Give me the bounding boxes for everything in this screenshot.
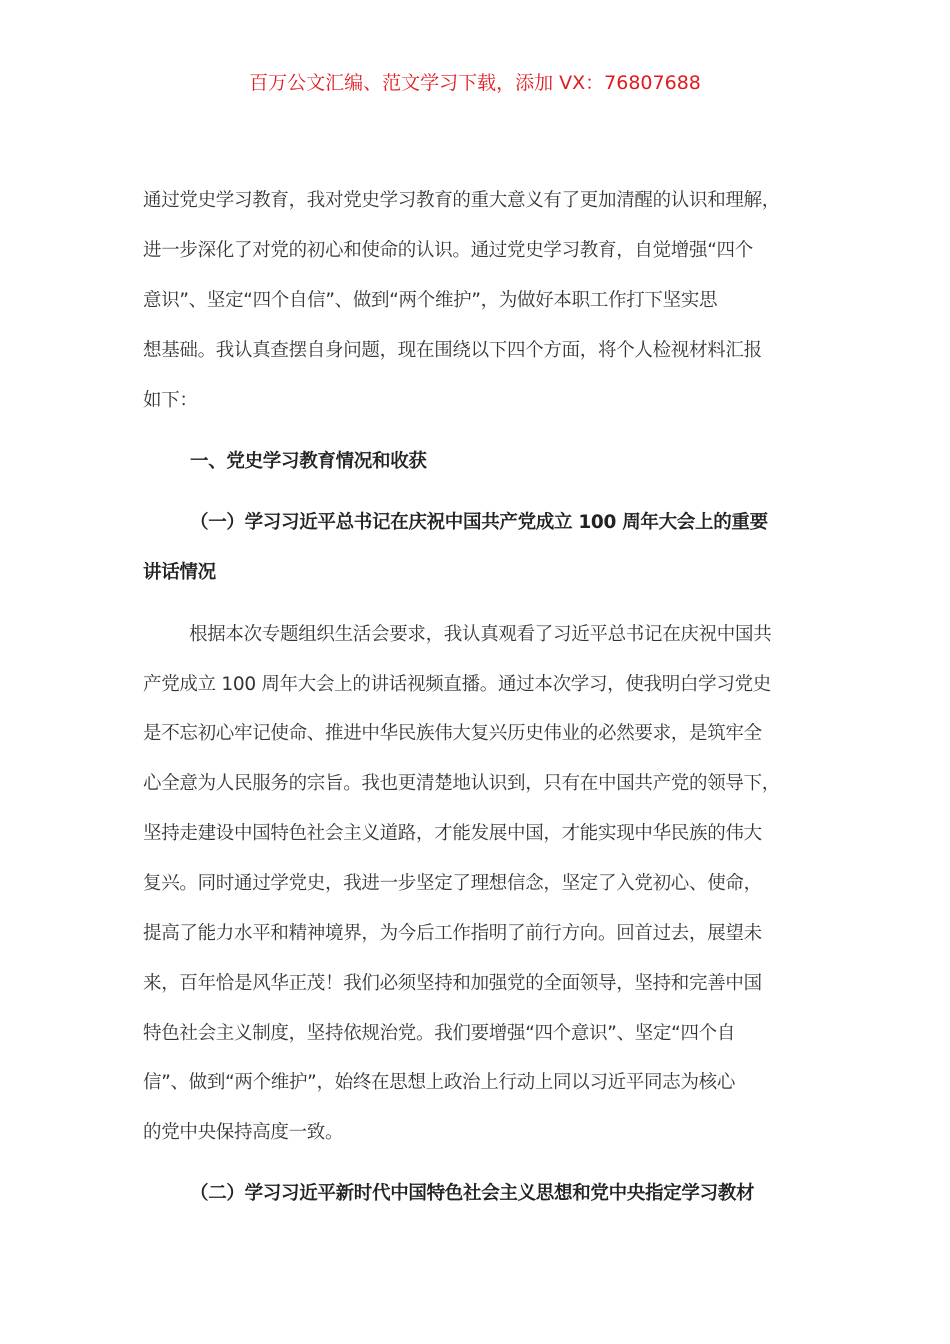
- paragraph-line: 产党成立 100 周年大会上的讲话视频直播。通过本次学习，使我明白学习党史: [143, 674, 771, 695]
- paragraph-line: 复兴。同时通过学党史，我进一步坚定了理想信念，坚定了入党初心、使命，: [143, 873, 762, 894]
- paragraph-line: 是不忘初心牢记使命、推进中华民族伟大复兴历史伟业的必然要求，是筑牢全: [143, 723, 762, 744]
- subsection-heading: （二）学习习近平新时代中国特色社会主义思想和党中央指定学习教材: [190, 1183, 755, 1204]
- section-heading: 一、党史学习教育情况和收获: [190, 451, 427, 472]
- paragraph-line: 根据本次专题组织生活会要求，我认真观看了习近平总书记在庆祝中国共: [189, 624, 772, 645]
- paragraph-line: 来，百年恰是风华正茂！我们必须坚持和加强党的全面领导，坚持和完善中国: [143, 973, 762, 994]
- paragraph-line: 意识”、坚定“四个自信”、做到“两个维护”，为做好本职工作打下坚实思: [143, 290, 718, 311]
- paragraph-line: 如下：: [143, 390, 198, 411]
- paragraph-line: 心全意为人民服务的宗旨。我也更清楚地认识到，只有在中国共产党的领导下，: [143, 773, 781, 794]
- subsection-heading: 讲话情况: [143, 562, 216, 583]
- paragraph-line: 信”、做到“两个维护”，始终在思想上政治上行动上同以习近平同志为核心: [143, 1072, 736, 1093]
- paragraph-line: 进一步深化了对党的初心和使命的认识。通过党史学习教育，自觉增强“四个: [143, 240, 753, 261]
- paragraph-line: 提高了能力水平和精神境界，为今后工作指明了前行方向。回首过去，展望未: [143, 923, 762, 944]
- subsection-heading: （一）学习习近平总书记在庆祝中国共产党成立 100 周年大会上的重要: [190, 512, 768, 533]
- paragraph-line: 特色社会主义制度，坚持依规治党。我们要增强“四个意识”、坚定“四个自: [143, 1023, 736, 1044]
- paragraph-line: 想基础。我认真查摆自身问题，现在围绕以下四个方面，将个人检视材料汇报: [143, 340, 762, 361]
- paragraph-line: 的党中央保持高度一致。: [143, 1122, 344, 1143]
- paragraph-line: 通过党史学习教育，我对党史学习教育的重大意义有了更加清醒的认识和理解，: [143, 190, 781, 211]
- paragraph-line: 坚持走建设中国特色社会主义道路，才能发展中国，才能实现中华民族的伟大: [143, 823, 762, 844]
- watermark-header: 百万公文汇编、范文学习下载，添加 VX：76807688: [249, 72, 701, 94]
